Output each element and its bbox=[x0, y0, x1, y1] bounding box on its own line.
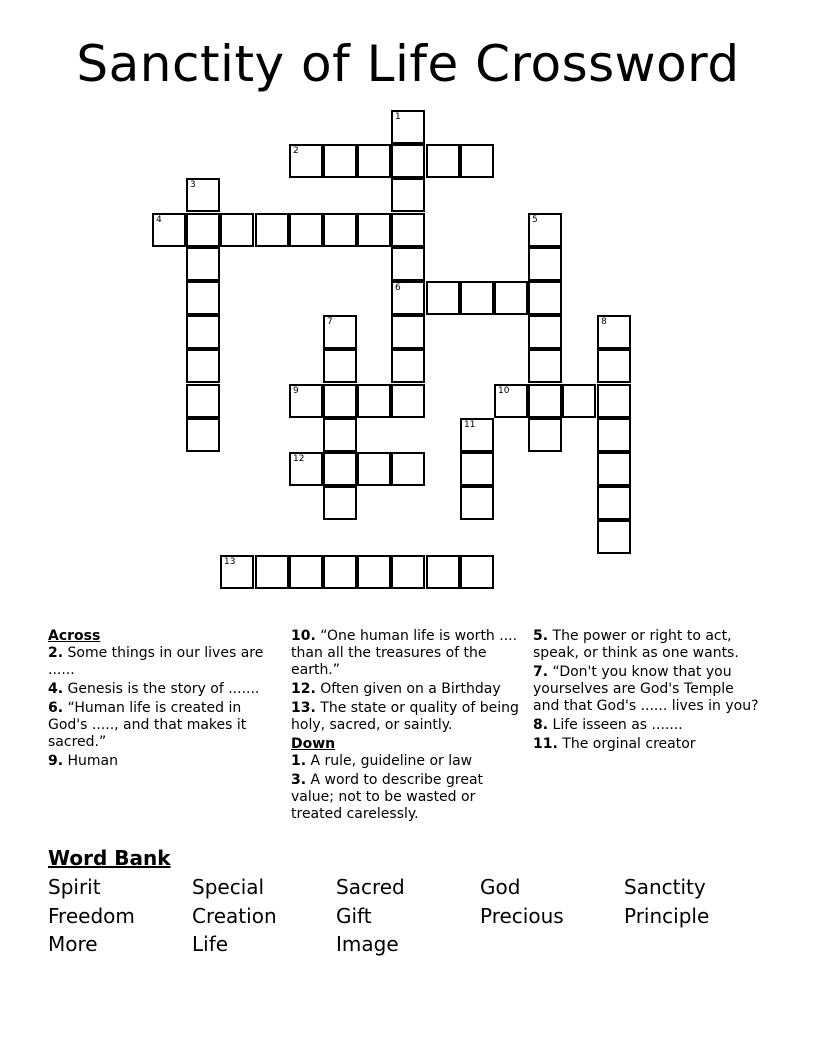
clues-column-3 bbox=[533, 628, 761, 755]
word-bank-item: Freedom bbox=[48, 904, 135, 928]
grid-cell[interactable] bbox=[391, 178, 425, 212]
grid-cell[interactable] bbox=[391, 247, 425, 281]
clue-down-3: 3. A word to describe great value; not to be wasted or treated carelessly. bbox=[291, 772, 484, 822]
clue-number: 9 bbox=[293, 386, 299, 396]
grid-cell[interactable] bbox=[460, 555, 494, 589]
grid-cell[interactable] bbox=[357, 384, 391, 418]
clue-number: 5 bbox=[532, 215, 538, 225]
grid-cell[interactable] bbox=[426, 144, 460, 178]
grid-cell[interactable] bbox=[186, 418, 220, 452]
grid-cell[interactable] bbox=[186, 384, 220, 418]
word-bank-item: Gift bbox=[336, 904, 372, 928]
grid-cell[interactable] bbox=[152, 213, 186, 247]
grid-cell[interactable] bbox=[426, 281, 460, 315]
word-bank-item: Special bbox=[192, 875, 265, 899]
grid-cell[interactable] bbox=[460, 486, 494, 520]
word-bank-item: Spirit bbox=[48, 875, 101, 899]
clue-across-4: 4. Genesis is the story of ....... bbox=[48, 681, 260, 697]
clue-number: 12 bbox=[293, 454, 305, 464]
clue-down-8: 8. Life isseen as ....... bbox=[533, 717, 683, 733]
grid-cell[interactable] bbox=[597, 384, 631, 418]
grid-cell[interactable] bbox=[255, 555, 289, 589]
page-title: Sanctity of Life Crossword bbox=[76, 35, 740, 93]
clue-across-2: 2. Some things in our lives are ...... bbox=[48, 645, 264, 678]
grid-cell[interactable] bbox=[255, 213, 289, 247]
word-bank-item: God bbox=[480, 875, 521, 899]
clue-number: 8 bbox=[601, 317, 607, 327]
grid-cell[interactable] bbox=[289, 384, 323, 418]
grid-cell[interactable] bbox=[357, 144, 391, 178]
grid-cell[interactable] bbox=[460, 452, 494, 486]
grid-cell[interactable] bbox=[597, 315, 631, 349]
word-bank-item: Sanctity bbox=[624, 875, 706, 899]
grid-cell[interactable] bbox=[391, 144, 425, 178]
grid-cell[interactable] bbox=[460, 281, 494, 315]
clue-across-6: 6. “Human life is created in God's ....., and that makes it sacred.” bbox=[48, 700, 247, 750]
grid-cell[interactable] bbox=[562, 384, 596, 418]
grid-cell[interactable] bbox=[289, 452, 323, 486]
down-heading: Down bbox=[291, 736, 336, 752]
grid-cell[interactable] bbox=[323, 555, 357, 589]
word-bank-item: Life bbox=[192, 932, 229, 956]
grid-cell[interactable] bbox=[357, 452, 391, 486]
clue-number: 6 bbox=[395, 283, 401, 293]
grid-cell[interactable] bbox=[357, 555, 391, 589]
grid-cell[interactable] bbox=[391, 555, 425, 589]
clue-number: 10 bbox=[498, 386, 510, 396]
grid-cell[interactable] bbox=[323, 418, 357, 452]
grid-cell[interactable] bbox=[391, 315, 425, 349]
grid-cell[interactable] bbox=[289, 213, 323, 247]
grid-cell[interactable] bbox=[528, 315, 562, 349]
across-heading: Across bbox=[48, 628, 101, 644]
clue-across-13: 13. The state or quality of being holy, sacred, or saintly. bbox=[291, 700, 519, 733]
clue-number: 7 bbox=[327, 317, 333, 327]
clue-across-9: 9. Human bbox=[48, 753, 119, 769]
word-bank-item: Image bbox=[336, 932, 399, 956]
grid-cell[interactable] bbox=[323, 384, 357, 418]
grid-cell[interactable] bbox=[323, 452, 357, 486]
clue-across-12: 12. Often given on a Birthday bbox=[291, 681, 501, 697]
grid-cell[interactable] bbox=[528, 213, 562, 247]
grid-cell[interactable] bbox=[391, 384, 425, 418]
grid-cell[interactable] bbox=[186, 213, 220, 247]
clue-number: 13 bbox=[224, 557, 236, 567]
grid-cell[interactable] bbox=[391, 281, 425, 315]
grid-cell[interactable] bbox=[323, 349, 357, 383]
word-bank-title: Word Bank bbox=[48, 846, 171, 870]
grid-cell[interactable] bbox=[597, 349, 631, 383]
grid-cell[interactable] bbox=[528, 418, 562, 452]
grid-cell[interactable] bbox=[528, 247, 562, 281]
clue-down-11: 11. The orginal creator bbox=[533, 736, 696, 752]
grid-cell[interactable] bbox=[494, 281, 528, 315]
word-bank-item: Principle bbox=[624, 904, 710, 928]
grid-cell[interactable] bbox=[323, 486, 357, 520]
clue-across-10: 10. “One human life is worth .... than all the treasures of the earth.” bbox=[291, 628, 518, 678]
grid-cell[interactable] bbox=[391, 213, 425, 247]
grid-cell[interactable] bbox=[391, 452, 425, 486]
clue-number: 3 bbox=[190, 180, 196, 190]
grid-cell[interactable] bbox=[494, 384, 528, 418]
clue-down-5: 5. The power or right to act, speak, or think as one wants. bbox=[533, 628, 739, 661]
clue-number: 4 bbox=[156, 215, 162, 225]
grid-cell[interactable] bbox=[391, 110, 425, 144]
grid-cell[interactable] bbox=[528, 349, 562, 383]
grid-cell[interactable] bbox=[289, 555, 323, 589]
grid-cell[interactable] bbox=[391, 349, 425, 383]
clue-down-7: 7. “Don't you know that you yourselves are God's Temple and that God's ...... lives in you? bbox=[533, 664, 759, 714]
grid-cell[interactable] bbox=[597, 452, 631, 486]
word-bank-item: Creation bbox=[192, 904, 277, 928]
grid-cell[interactable] bbox=[597, 418, 631, 452]
grid-cell[interactable] bbox=[186, 178, 220, 212]
grid-cell[interactable] bbox=[323, 144, 357, 178]
grid-cell[interactable] bbox=[460, 418, 494, 452]
grid-cell[interactable] bbox=[323, 213, 357, 247]
grid-cell[interactable] bbox=[186, 281, 220, 315]
grid-cell[interactable] bbox=[528, 281, 562, 315]
grid-cell[interactable] bbox=[426, 555, 460, 589]
grid-cell[interactable] bbox=[186, 315, 220, 349]
grid-cell[interactable] bbox=[597, 520, 631, 554]
grid-cell[interactable] bbox=[220, 213, 254, 247]
clue-number: 11 bbox=[464, 420, 476, 430]
word-bank-item: Precious bbox=[480, 904, 564, 928]
clue-number: 1 bbox=[395, 112, 401, 122]
grid-cell[interactable] bbox=[323, 315, 357, 349]
grid-cell[interactable] bbox=[597, 486, 631, 520]
grid-cell[interactable] bbox=[357, 213, 391, 247]
grid-cell[interactable] bbox=[528, 384, 562, 418]
clue-down-1: 1. A rule, guideline or law bbox=[291, 753, 473, 769]
clues-column-2 bbox=[291, 628, 519, 825]
grid-cell[interactable] bbox=[220, 555, 254, 589]
grid-cell[interactable] bbox=[460, 144, 494, 178]
grid-cell[interactable] bbox=[186, 247, 220, 281]
word-bank-item: More bbox=[48, 932, 98, 956]
clues-column-1 bbox=[48, 628, 276, 772]
grid-cell[interactable] bbox=[289, 144, 323, 178]
word-bank-item: Sacred bbox=[336, 875, 405, 899]
clue-number: 2 bbox=[293, 146, 299, 156]
grid-cell[interactable] bbox=[186, 349, 220, 383]
